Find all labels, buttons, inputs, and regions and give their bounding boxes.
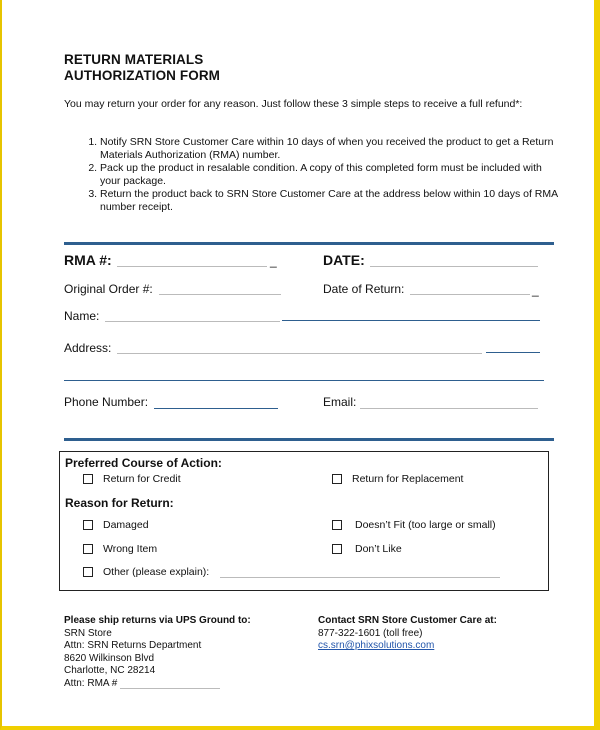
step-item: 3. Return the product back to SRN Store Customer Care at the address below within 10 days of RMA number receipt. xyxy=(100,188,560,214)
replacement-label: Return for Replacement xyxy=(352,473,464,485)
address-line-2[interactable] xyxy=(64,380,544,381)
other-label: Other (please explain): xyxy=(103,566,210,578)
wrong-item-label: Wrong Item xyxy=(103,543,158,555)
ship-heading: Please ship returns via UPS Ground to: xyxy=(64,615,251,626)
name-label: Name: xyxy=(64,309,100,323)
contact-heading: Contact SRN Store Customer Care at: xyxy=(318,615,497,626)
credit-label: Return for Credit xyxy=(103,473,181,485)
phone-field[interactable] xyxy=(154,408,278,409)
ship-line: Attn: RMA # xyxy=(64,677,118,689)
address-label: Address: xyxy=(64,341,112,355)
ship-block xyxy=(64,615,251,690)
replacement-checkbox[interactable] xyxy=(332,474,342,484)
date-field[interactable] xyxy=(370,266,538,267)
rma-field[interactable] xyxy=(117,266,267,267)
damaged-checkbox[interactable] xyxy=(83,520,93,530)
other-checkbox[interactable] xyxy=(83,567,93,577)
dont-like-label: Don’t Like xyxy=(355,543,402,555)
step-item: 2. Pack up the product in resalable condition. A copy of this completed form must be included with your package. xyxy=(100,162,560,188)
divider-bottom xyxy=(64,438,554,441)
form-title xyxy=(64,52,220,84)
reason-heading: Reason for Return: xyxy=(65,496,174,510)
name-field[interactable] xyxy=(105,321,280,322)
wrong-item-checkbox[interactable] xyxy=(83,544,93,554)
email-label: Email: xyxy=(323,395,357,409)
date-label: DATE: xyxy=(323,252,365,268)
contact-email-link[interactable]: cs.srn@phixsolutions.com xyxy=(318,640,435,651)
steps-list xyxy=(74,136,560,214)
title-line-1: RETURN MATERIALS xyxy=(64,52,204,67)
divider-top xyxy=(64,242,554,245)
action-heading: Preferred Course of Action: xyxy=(65,456,222,470)
doesnt-fit-checkbox[interactable] xyxy=(332,520,342,530)
original-order-field[interactable] xyxy=(159,294,281,295)
address-field-line xyxy=(486,352,540,353)
phone-label: Phone Number: xyxy=(64,395,149,409)
name-field-line xyxy=(282,320,540,321)
damaged-label: Damaged xyxy=(103,519,149,531)
other-explain-field[interactable] xyxy=(220,577,500,578)
date-of-return-tail: _ xyxy=(532,283,539,297)
email-field[interactable] xyxy=(360,408,538,409)
credit-checkbox[interactable] xyxy=(83,474,93,484)
doesnt-fit-label: Doesn’t Fit (too large or small) xyxy=(355,519,496,531)
original-order-label: Original Order #: xyxy=(64,282,153,296)
course-of-action-box xyxy=(59,451,549,591)
ship-line: Attn: SRN Returns Department xyxy=(64,640,202,651)
step-item: 1. Notify SRN Store Customer Care within 10 days of when you received the product to get a Return Materials Authorization (RMA) number. xyxy=(100,136,560,162)
contact-block xyxy=(318,615,497,653)
ship-rma-field[interactable] xyxy=(120,688,220,689)
dont-like-checkbox[interactable] xyxy=(332,544,342,554)
rma-label: RMA #: xyxy=(64,252,112,268)
contact-phone: 877-322-1601 (toll free) xyxy=(318,627,423,639)
date-of-return-field[interactable] xyxy=(410,294,530,295)
rma-tail: _ xyxy=(270,254,277,268)
intro-text: You may return your order for any reason. Just follow these 3 simple steps to receive a full refund*: xyxy=(64,98,523,110)
ship-line: 8620 Wilkinson Blvd xyxy=(64,652,155,664)
ship-line: Charlotte, NC 28214 xyxy=(64,665,156,676)
title-line-2: AUTHORIZATION FORM xyxy=(64,68,221,83)
ship-line: SRN Store xyxy=(64,627,112,639)
address-field[interactable] xyxy=(117,353,482,354)
date-of-return-label: Date of Return: xyxy=(323,282,405,296)
